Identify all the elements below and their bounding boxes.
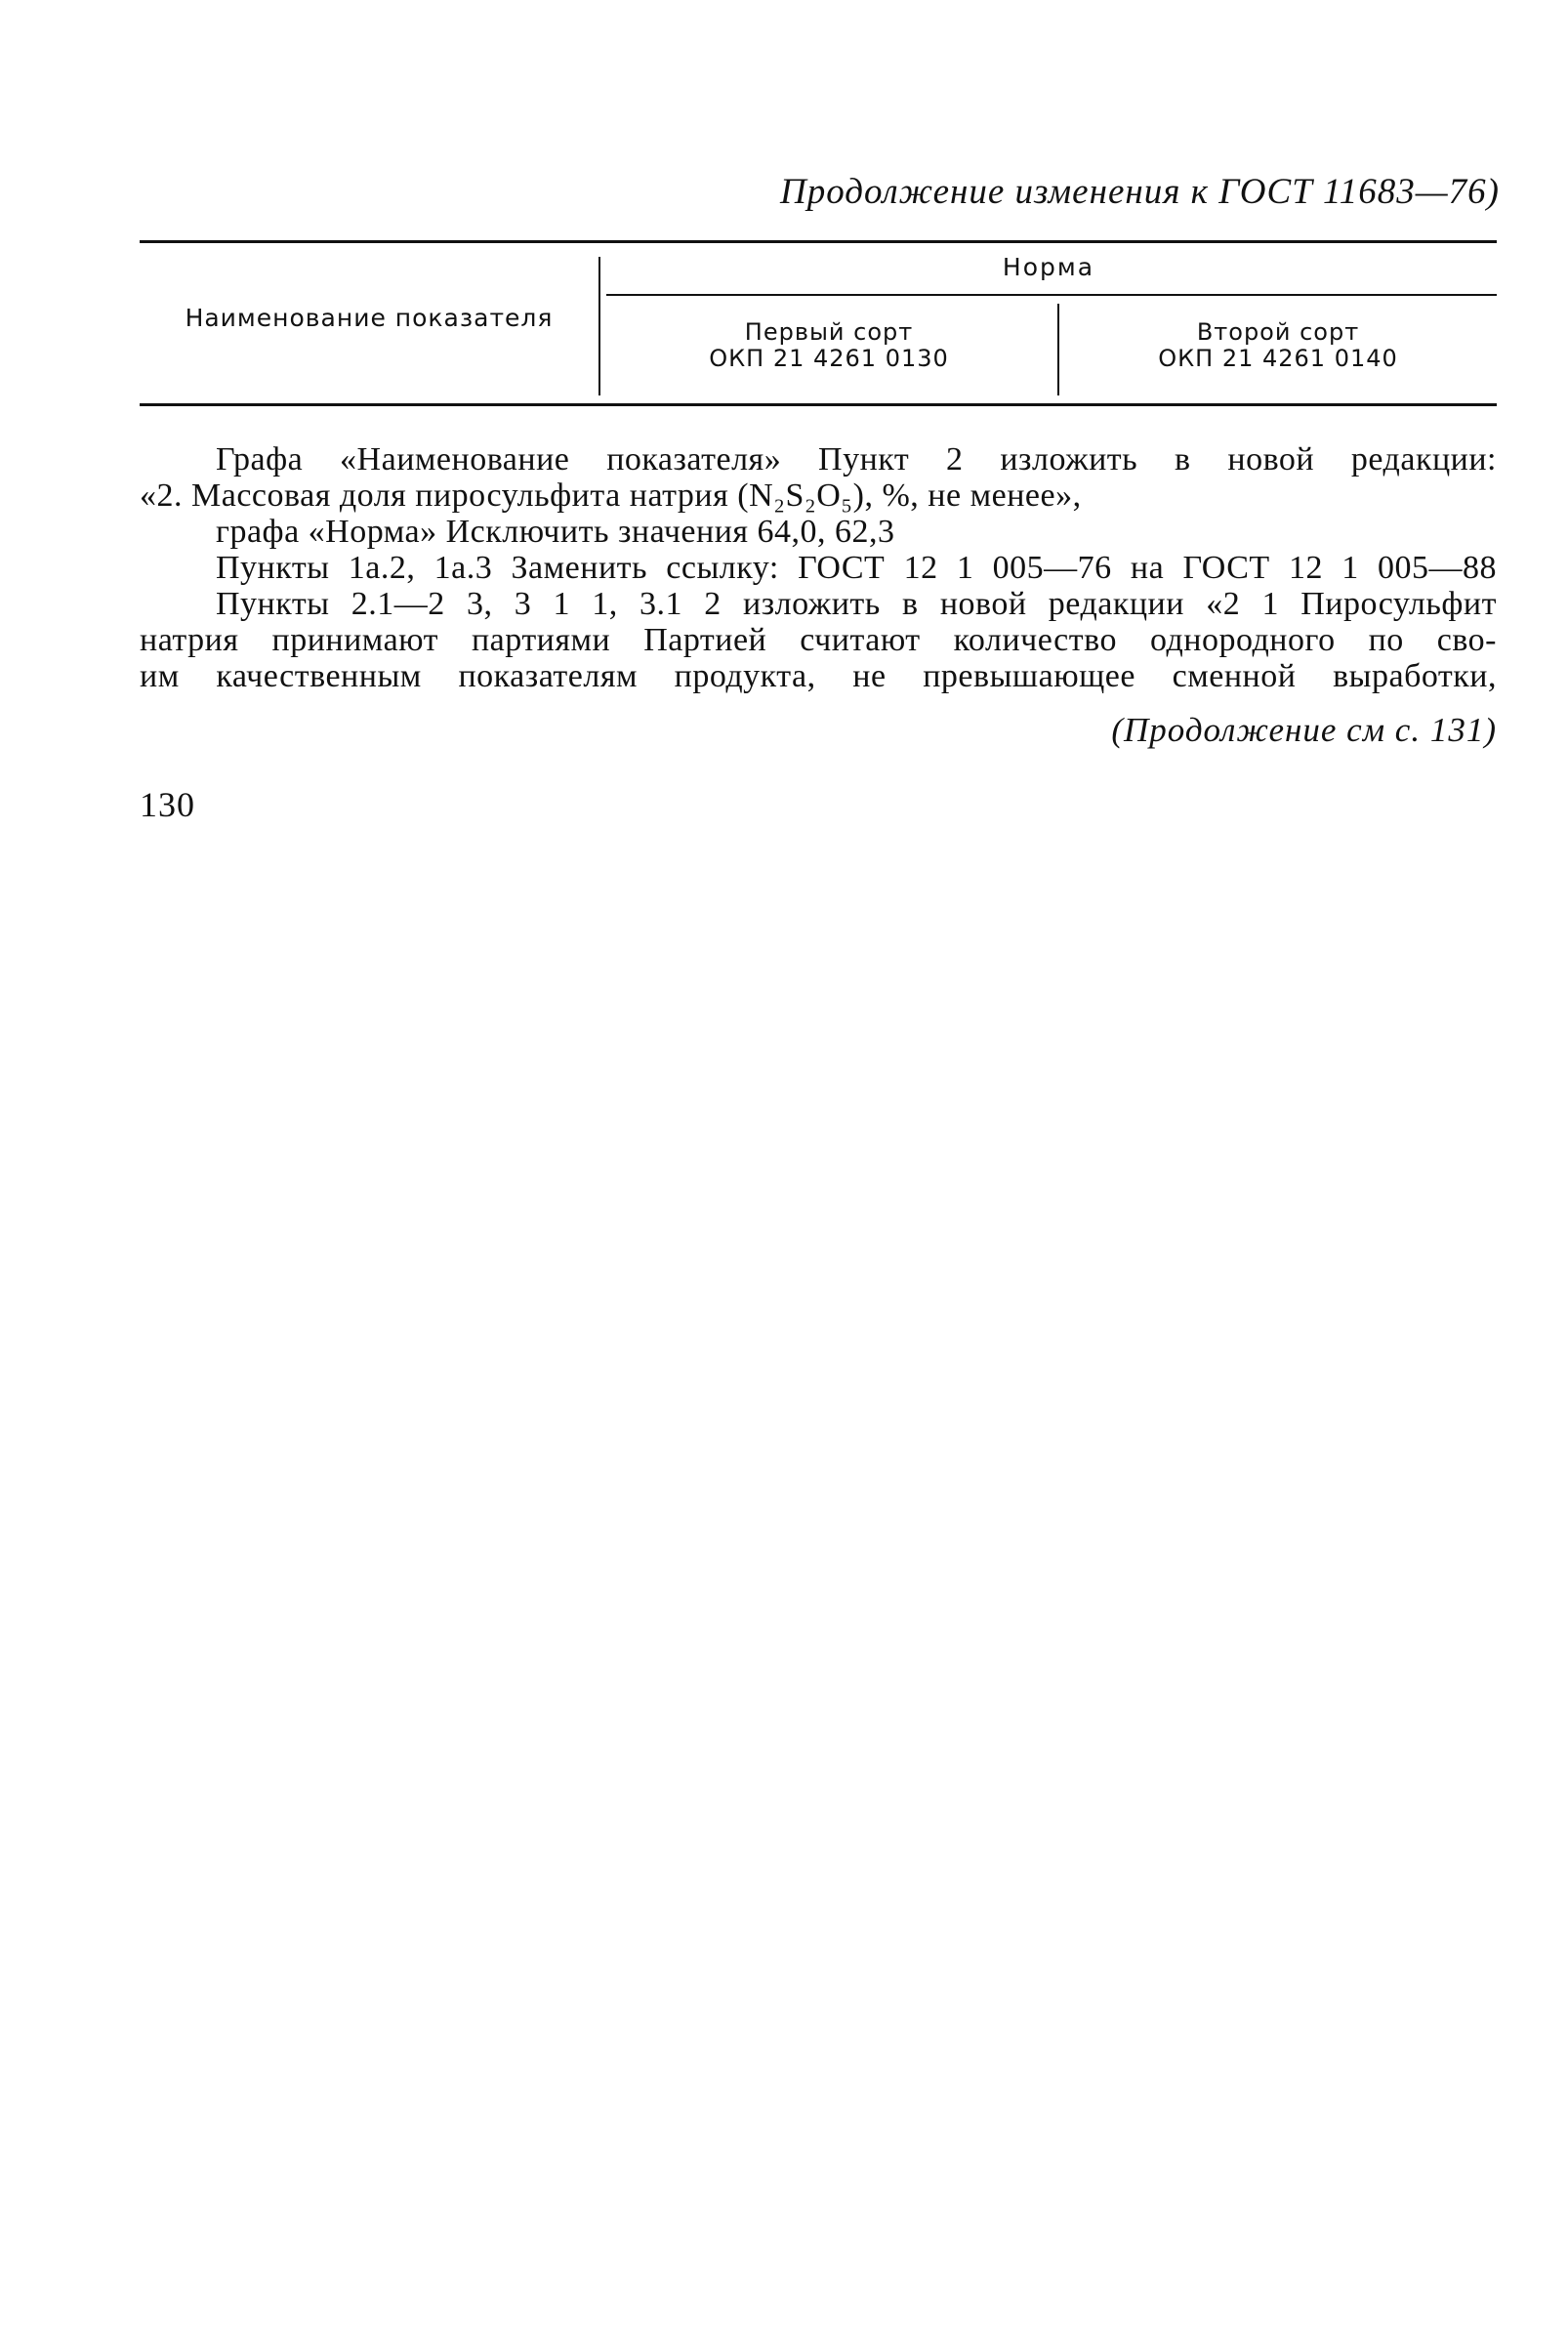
table-divider [606, 294, 1497, 296]
column-header-first-grade [600, 319, 1057, 372]
text-line: графа «Норма» Исключить значения 64,0, 62,3 [216, 514, 895, 550]
page-number: 130 [140, 785, 195, 824]
text-line: Пункты 1а.2, 1а.3 Заменить ссылку: ГОСТ 12 1 005—76 на ГОСТ 12 1 005—88 [216, 550, 1497, 586]
document-header: Продолжение изменения к ГОСТ 11683—76) [780, 172, 1500, 212]
grade-name: Второй сорт [1196, 318, 1360, 346]
text-line: натрия принимают партиями Партией считают количество однородного по сво- [140, 622, 1497, 658]
grade-code: ОКП 21 4261 0140 [1158, 345, 1398, 372]
column-header-indicator-name: Наименование показателя [185, 303, 554, 332]
grade-name: Первый сорт [744, 318, 914, 346]
text-line: Пункты 2.1—2 3, 3 1 1, 3.1 2 изложить в новой редакции «2 1 Пиросульфит [216, 586, 1497, 622]
norm-table [140, 240, 1497, 406]
text-line: Графа «Наименование показателя» Пункт 2 изложить в новой редакции: [216, 441, 1497, 477]
text-line: «2. Массовая доля пиросульфита натрия (N₂S₂O₅), %, не менее», [140, 477, 1082, 514]
continuation-note: (Продолжение см с. 131) [1111, 711, 1497, 749]
column-header-second-grade [1059, 319, 1497, 372]
amendment-text [140, 441, 1497, 694]
grade-code: ОКП 21 4261 0130 [709, 345, 949, 372]
text-line: им качественным показателям продукта, не превышающее сменной выработки, [140, 658, 1497, 694]
column-header-norm: Норма [1002, 253, 1095, 281]
